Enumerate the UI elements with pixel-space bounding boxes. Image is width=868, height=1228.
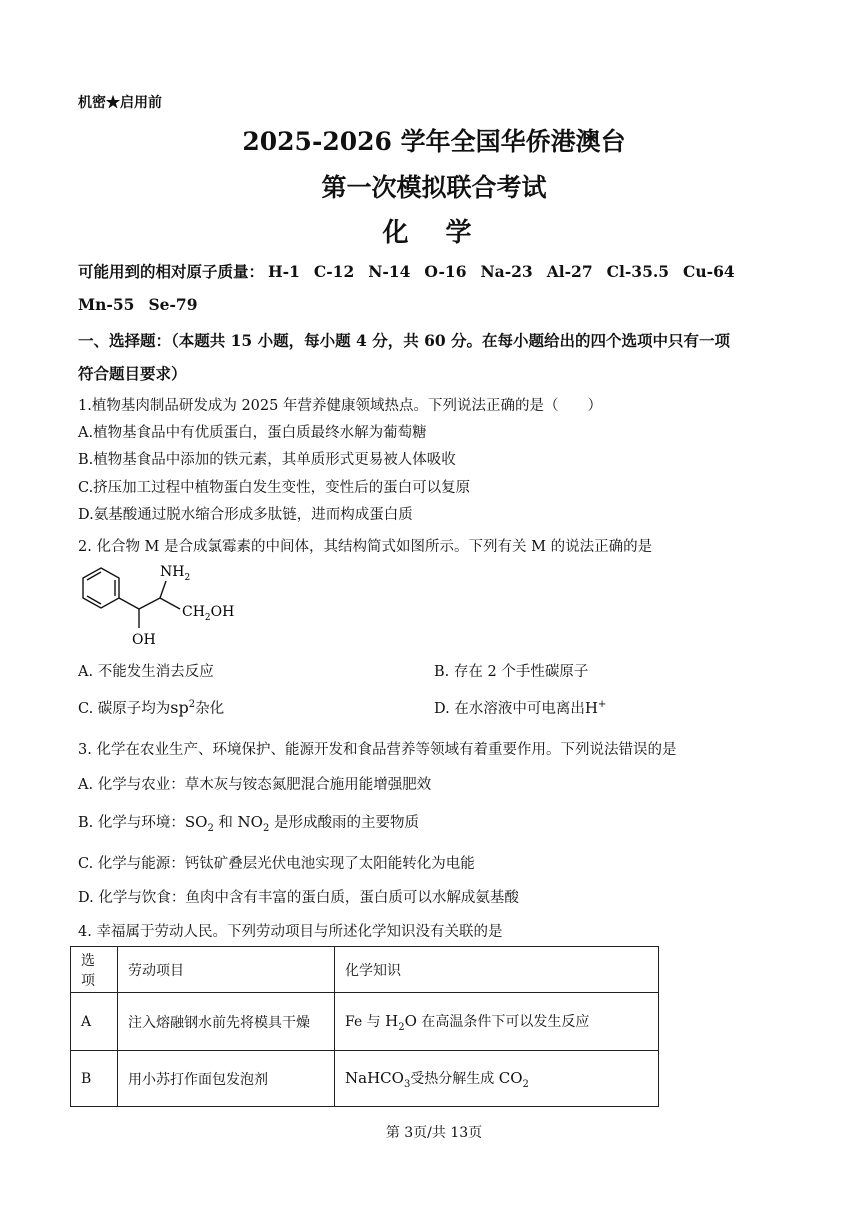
h2o-sub: 2: [398, 1021, 405, 1033]
so2-sub: 2: [207, 822, 214, 834]
table-row: [71, 993, 659, 1051]
q3-option-c: C. 化学与能源：钙钛矿叠层光伏电池实现了太阳能转化为电能: [78, 856, 475, 872]
q2-option-c-text2: 杂化: [195, 701, 225, 717]
mass-item: O-16: [424, 262, 467, 281]
atomic-masses-label: 可能用到的相对原子质量：: [78, 262, 265, 281]
h2o-h: H: [385, 1011, 399, 1030]
q3-option-d: D. 化学与饮食：鱼肉中含有丰富的蛋白质，蛋白质可以水解成氨基酸: [78, 890, 519, 906]
row-b-knowledge: [335, 1051, 659, 1107]
row-a-option: A: [71, 993, 118, 1051]
q1-stem: 1.植物基肉制品研发成为 2025 年营养健康领域热点。下列说法正确的是（ ）: [78, 398, 602, 414]
q2-option-c: [78, 697, 224, 718]
confidential-label: 机密★启用前: [78, 95, 162, 111]
mass-item: Al-27: [546, 262, 593, 281]
nahco3-label: NaHCO: [345, 1068, 404, 1087]
mass-item: N-14: [368, 262, 411, 281]
mass-item: C-12: [313, 262, 355, 281]
q2-option-b: B. 存在 2 个手性碳原子: [434, 664, 589, 680]
q4-stem: 4. 幸福属于劳动人民。下列劳动项目与所述化学知识没有关联的是: [78, 924, 503, 940]
exam-title-line1: 2025-2026 学年全国华侨港澳台: [242, 127, 626, 156]
bond-c2-nh2: [160, 581, 166, 598]
h-label: H: [584, 699, 598, 717]
ch2oh-label: $CH_2OH$: [182, 604, 235, 623]
q2-option-d: [434, 697, 606, 718]
double-bond-3: [87, 596, 101, 604]
h2o-o: O: [404, 1011, 417, 1030]
q2-stem: 2. 化合物 M 是合成氯霉素的中间体，其结构简式如图所示。下列有关 M 的说法正确的是: [78, 539, 653, 555]
double-bond-1: [87, 572, 101, 580]
q1-option-a: A.植物基食品中有优质蛋白，蛋白质最终水解为葡萄糖: [78, 425, 427, 441]
h-superscript: +: [597, 699, 607, 711]
q3-option-b: [78, 811, 419, 834]
row-a-knowledge-text: 在高温条件下可以发生反应: [416, 1013, 590, 1030]
co2-label: CO: [498, 1068, 523, 1087]
q4-table: [70, 946, 659, 1107]
row-a-knowledge: [335, 993, 659, 1051]
q3-option-a: A. 化学与农业：草木灰与铵态氮肥混合施用能增强肥效: [78, 777, 432, 793]
mass-item: Na-23: [480, 262, 533, 281]
table-row: [71, 1051, 659, 1107]
mass-item: Mn-55: [78, 295, 135, 314]
subject-title: 化 学: [382, 218, 486, 248]
sp-label: sp: [170, 698, 189, 717]
q1-option-b: B.植物基食品中添加的铁元素，其单质形式更易被人体吸收: [78, 452, 456, 468]
no2-sub: 2: [262, 822, 270, 834]
page-number: 第 3页/共 13页: [385, 1125, 483, 1141]
oh-label: OH: [132, 632, 156, 648]
header-option: 选项: [71, 947, 118, 993]
q3-option-b-text2: 是形成酸雨的主要物质: [269, 815, 419, 831]
bond-ring-c1: [119, 598, 139, 609]
section-heading-cont: 符合题目要求）: [78, 364, 187, 383]
table-header-row: [71, 947, 659, 993]
so2-label: SO: [184, 813, 208, 831]
bond-c2-c3: [160, 598, 180, 609]
mass-item: Cu-64: [683, 262, 735, 281]
fe-text: Fe 与: [345, 1013, 386, 1030]
section-heading: 一、选择题：（本题共 15 小题，每小题 4 分，共 60 分。在每小题给出的四个选项中只有一项: [78, 331, 731, 350]
q2-option-a: A. 不能发生消去反应: [78, 664, 214, 680]
bond-c1-c2: [139, 598, 160, 609]
atomic-masses: [78, 260, 749, 282]
nahco3-sub: 3: [403, 1078, 411, 1090]
q1-option-c: C.挤压加工过程中植物蛋白发生变性，变性后的蛋白可以复原: [78, 480, 471, 496]
row-b-knowledge-text: 受热分解生成: [410, 1070, 499, 1087]
exam-title-line2: 第一次模拟联合考试: [321, 173, 547, 202]
mass-item: Cl-35.5: [606, 262, 670, 281]
mass-item: H-1: [268, 262, 300, 281]
q1-option-d: D.氨基酸通过脱水缩合形成多肽链，进而构成蛋白质: [78, 507, 413, 523]
nh2-label: $NH_2$: [160, 564, 191, 583]
benzene-ring: [83, 568, 119, 608]
sp-superscript: 2: [188, 699, 196, 711]
mass-item: Se-79: [148, 295, 198, 314]
q3-stem: 3. 化学在农业生产、环境保护、能源开发和食品营养等领域有着重要作用。下列说法错误的是: [78, 742, 677, 758]
row-b-option: B: [71, 1051, 118, 1107]
header-knowledge: 化学知识: [335, 947, 659, 993]
q2-option-c-text: C. 碳原子均为: [78, 701, 171, 717]
co2-sub: 2: [522, 1078, 529, 1090]
structure-diagram: [74, 556, 274, 656]
atomic-masses-line2: [78, 295, 212, 314]
q3-option-b-text: B. 化学与环境：: [78, 815, 185, 831]
no2-label: NO: [237, 813, 263, 831]
row-b-task: 用小苏打作面包发泡剂: [118, 1051, 335, 1107]
q2-option-d-text: D. 在水溶液中可电离出: [434, 701, 585, 717]
header-task: 劳动项目: [118, 947, 335, 993]
and-text: 和: [213, 815, 238, 831]
row-a-task: 注入熔融钢水前先将模具干燥: [118, 993, 335, 1051]
